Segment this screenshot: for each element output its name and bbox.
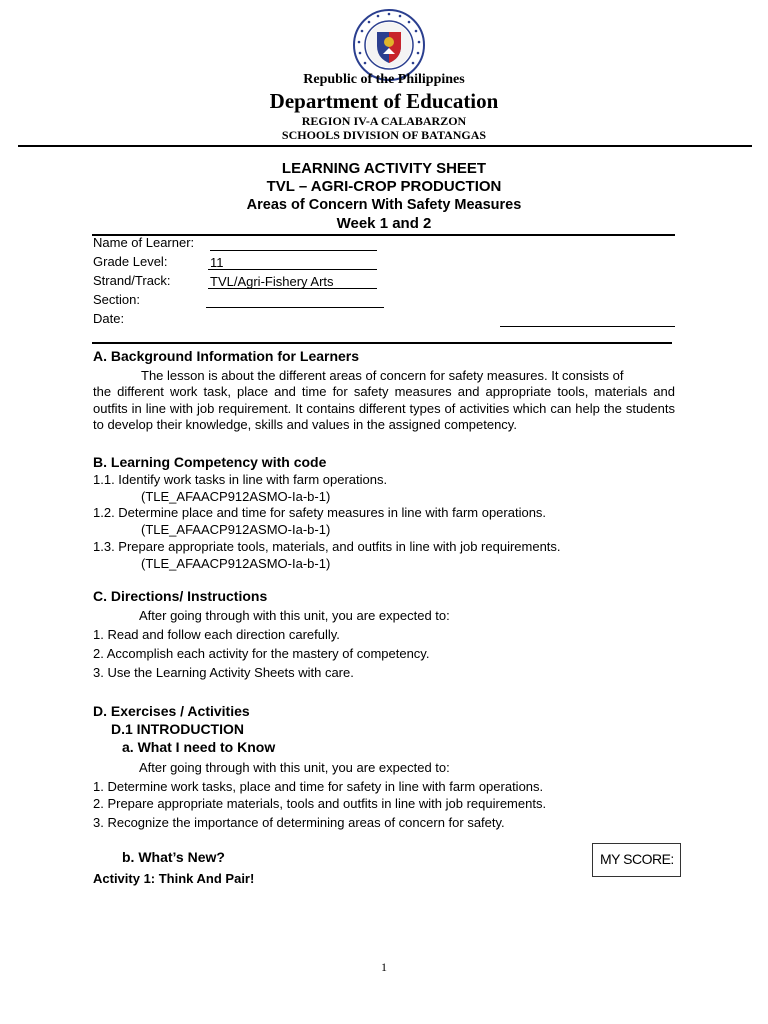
competency-code: (TLE_AFAACP912ASMO-Ia-b-1) bbox=[141, 489, 331, 504]
info-divider bbox=[92, 342, 672, 344]
score-label: MY SCORE: bbox=[600, 851, 674, 867]
direction-item: 1. Read and follow each direction carefully. bbox=[93, 627, 340, 642]
competency-item: 1.2. Determine place and time for safety measures in line with farm operations. bbox=[93, 505, 547, 520]
page-number: 1 bbox=[381, 960, 387, 974]
sheet-title: LEARNING ACTIVITY SHEET bbox=[281, 160, 487, 177]
date-field[interactable] bbox=[500, 312, 675, 327]
competency-code: (TLE_AFAACP912ASMO-Ia-b-1) bbox=[141, 556, 331, 571]
section-a-heading: A. Background Information for Learners bbox=[93, 348, 360, 364]
region-title: REGION IV-A CALABARZON bbox=[301, 114, 467, 128]
section-c-heading: C. Directions/ Instructions bbox=[93, 588, 268, 604]
republic-title: Republic of the Philippines bbox=[303, 72, 465, 87]
what-i-need-to-know-heading: a. What I need to Know bbox=[122, 739, 276, 755]
objective-item: 2. Prepare appropriate materials, tools and outfits in line with job requirements. bbox=[93, 796, 547, 811]
competency-item: 1.1. Identify work tasks in line with farm operations. bbox=[93, 472, 388, 487]
section-d-heading: D. Exercises / Activities bbox=[93, 703, 250, 719]
competency-item: 1.3. Prepare appropriate tools, materials, and outfits in line with job requirements. bbox=[93, 539, 561, 554]
header-divider bbox=[18, 145, 752, 147]
week-title: Week 1 and 2 bbox=[336, 215, 432, 232]
objective-item: 1. Determine work tasks, place and time for safety in line with farm operations. bbox=[93, 779, 544, 794]
part-a-intro: After going through with this unit, you are expected to: bbox=[139, 760, 450, 775]
section-b-heading: B. Learning Competency with code bbox=[93, 454, 327, 470]
name-field[interactable] bbox=[210, 236, 377, 251]
section-a-paragraph: the different work task, place and time for safety measures and appropriate tools, materials and outfits in line with job requirement. It contains different types of activities which can help the students to develop their knowledge, skills and values in the assigned competency. bbox=[93, 384, 675, 432]
strand-label: Strand/Track: bbox=[93, 273, 171, 288]
whats-new-heading: b. What’s New? bbox=[122, 849, 225, 865]
subject-title: TVL – AGRI-CROP PRODUCTION bbox=[266, 178, 502, 195]
direction-item: 2. Accomplish each activity for the mastery of competency. bbox=[93, 646, 430, 661]
introduction-heading: D.1 INTRODUCTION bbox=[111, 721, 244, 737]
deped-seal-logo bbox=[352, 8, 426, 82]
objective-item: 3. Recognize the importance of determining areas of concern for safety. bbox=[93, 815, 505, 830]
grade-label: Grade Level: bbox=[93, 254, 168, 269]
direction-item: 3. Use the Learning Activity Sheets with care. bbox=[93, 665, 354, 680]
section-a-para-first: The lesson is about the different areas of concern for safety measures. It consists of bbox=[141, 368, 624, 383]
division-title: SCHOOLS DIVISION OF BATANGAS bbox=[281, 128, 487, 142]
name-label: Name of Learner: bbox=[93, 235, 195, 250]
section-field[interactable] bbox=[206, 293, 384, 308]
section-label: Section: bbox=[93, 292, 140, 307]
grade-field[interactable]: 11 bbox=[208, 255, 377, 270]
competency-code: (TLE_AFAACP912ASMO-Ia-b-1) bbox=[141, 522, 331, 537]
department-title: Department of Education bbox=[269, 89, 499, 113]
activity-title: Activity 1: Think And Pair! bbox=[93, 871, 255, 886]
section-c-intro: After going through with this unit, you are expected to: bbox=[139, 608, 450, 623]
strand-field[interactable]: TVL/Agri-Fishery Arts bbox=[208, 274, 377, 289]
date-label: Date: bbox=[93, 311, 125, 326]
topic-title: Areas of Concern With Safety Measures bbox=[246, 197, 522, 213]
